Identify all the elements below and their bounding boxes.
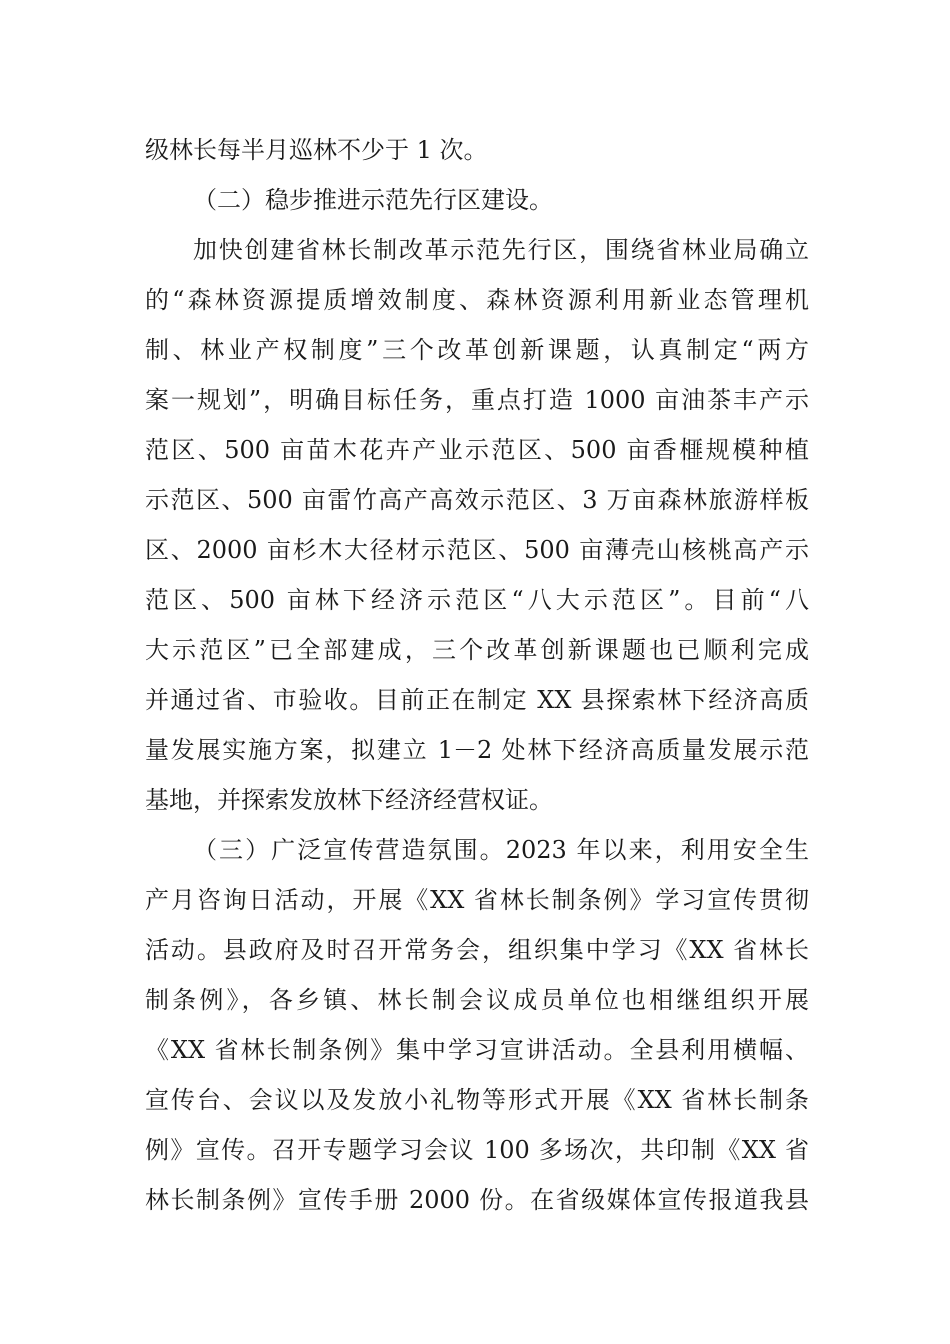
text-line: 基地，并探索发放林下经济经营权证。: [145, 786, 553, 814]
text-line: 活动。县政府及时召开常务会，组织集中学习《XX 省林长: [145, 936, 809, 964]
text-line: 例》宣传。召开专题学习会议 100 多场次，共印制《XX 省: [145, 1136, 809, 1164]
text-line: 宣传台、会议以及发放小礼物等形式开展《XX 省林长制条: [145, 1086, 809, 1114]
section-heading: （二）稳步推进示范先行区建设。: [193, 186, 553, 214]
text-line: 制条例》，各乡镇、林长制会议成员单位也相继组织开展: [145, 986, 809, 1014]
text-line: 制、林业产权制度”三个改革创新课题，认真制定“两方: [145, 336, 809, 364]
section-heading: （三）广泛宣传营造氛围。2023 年以来，利用安全生: [193, 836, 809, 864]
text-line: 范区、500 亩苗木花卉产业示范区、500 亩香榧规模种植: [145, 436, 809, 464]
text-line: 量发展实施方案，拟建立 1－2 处林下经济高质量发展示范: [145, 736, 809, 764]
text-line: 的“森林资源提质增效制度、森林资源利用新业态管理机: [145, 286, 809, 314]
text-line: 大示范区”已全部建成，三个改革创新课题也已顺利完成: [145, 636, 809, 664]
text-line: 加快创建省林长制改革示范先行区，围绕省林业局确立: [193, 236, 809, 264]
text-line: 级林长每半月巡林不少于 1 次。: [145, 136, 488, 164]
body-text: [145, 125, 809, 1225]
text-line: 范区、500 亩林下经济示范区“八大示范区”。目前“八: [145, 586, 809, 614]
text-line: 区、2000 亩杉木大径材示范区、500 亩薄壳山核桃高产示: [145, 536, 809, 564]
text-line: 并通过省、市验收。目前正在制定 XX 县探索林下经济高质: [145, 686, 809, 714]
text-line: 《XX 省林长制条例》集中学习宣讲活动。全县利用横幅、: [145, 1036, 809, 1064]
text-line: 林长制条例》宣传手册 2000 份。在省级媒体宣传报道我县: [145, 1186, 809, 1214]
text-line: 案一规划”，明确目标任务，重点打造 1000 亩油茶丰产示: [145, 386, 809, 414]
text-line: 示范区、500 亩雷竹高产高效示范区、3 万亩森林旅游样板: [145, 486, 809, 514]
text-line: 产月咨询日活动，开展《XX 省林长制条例》学习宣传贯彻: [145, 886, 809, 914]
